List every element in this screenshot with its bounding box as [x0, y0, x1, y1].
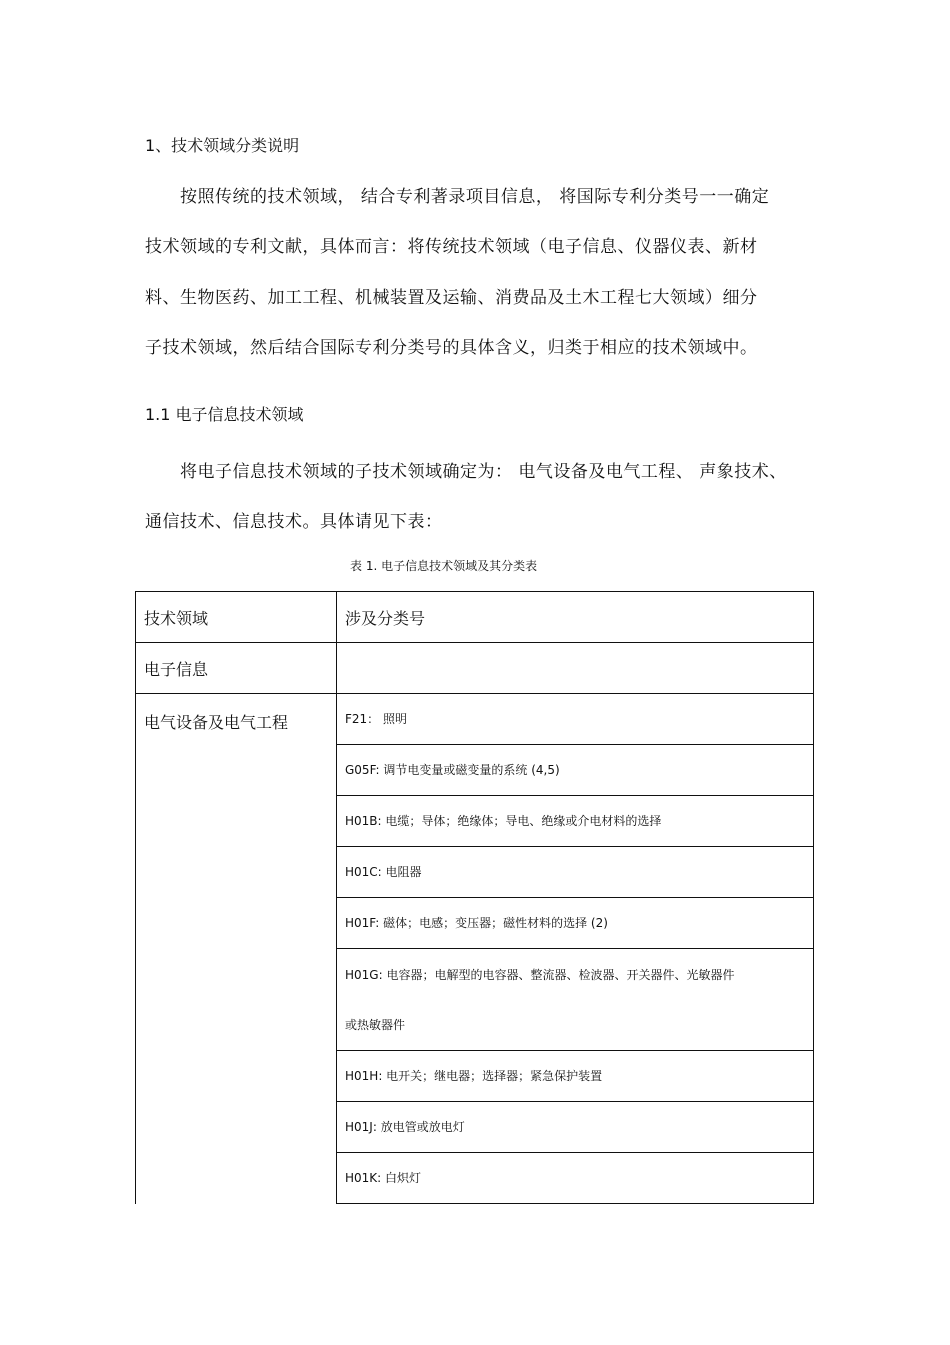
code-cell: H01C: 电阻器 — [337, 847, 814, 898]
subsection-heading: 1.1 电子信息技术领域 — [145, 405, 304, 424]
code-cell-line-2: 或热敏器件 — [345, 1017, 406, 1032]
code-cell-multiline — [337, 949, 814, 1051]
intro-line-1: 按照传统的技术领域， 结合专利著录项目信息， 将国际专利分类号一一确定 — [180, 187, 770, 207]
table-caption: 表 1. 电子信息技术领域及其分类表 — [350, 559, 538, 573]
section-heading: 1、技术领域分类说明 — [145, 136, 300, 155]
code-cell: G05F: 调节电变量或磁变量的系统 (4,5) — [337, 745, 814, 796]
code-cell-line-1: H01G: 电容器；电解型的电容器、整流器、检波器、开关器件、光敏器件 — [345, 967, 735, 982]
header-domain: 技术领域 — [136, 592, 337, 643]
intro-line-2: 技术领域的专利文献，具体而言：将传统技术领域（电子信息、仪器仪表、新材 — [145, 237, 758, 257]
code-cell: H01H: 电开关；继电器；选择器；紧急保护装置 — [337, 1051, 814, 1102]
table-row-group — [136, 643, 814, 694]
classification-table — [135, 591, 814, 1204]
table-row — [136, 694, 814, 745]
intro-line-4: 子技术领域，然后结合国际专利分类号的具体含义，归类于相应的技术领域中。 — [145, 338, 758, 358]
sub-line-1: 将电子信息技术领域的子技术领域确定为： 电气设备及电气工程、 声象技术、 — [180, 462, 787, 482]
code-cell: H01F: 磁体；电感；变压器；磁性材料的选择 (2) — [337, 898, 814, 949]
intro-line-3: 料、生物医药、加工工程、机械装置及运输、消费品及土木工程七大领域）细分 — [145, 288, 758, 308]
sub-line-2: 通信技术、信息技术。具体请见下表： — [145, 512, 443, 532]
table-header-row — [136, 592, 814, 643]
code-cell: F21： 照明 — [337, 694, 814, 745]
group-label: 电子信息 — [136, 643, 337, 694]
domain-label: 电气设备及电气工程 — [136, 694, 337, 1204]
header-codes: 涉及分类号 — [337, 592, 814, 643]
code-cell: H01J: 放电管或放电灯 — [337, 1102, 814, 1153]
code-cell: H01K: 白炽灯 — [337, 1153, 814, 1204]
group-empty-cell — [337, 643, 814, 694]
code-cell: H01B: 电缆；导体；绝缘体；导电、绝缘或介电材料的选择 — [337, 796, 814, 847]
